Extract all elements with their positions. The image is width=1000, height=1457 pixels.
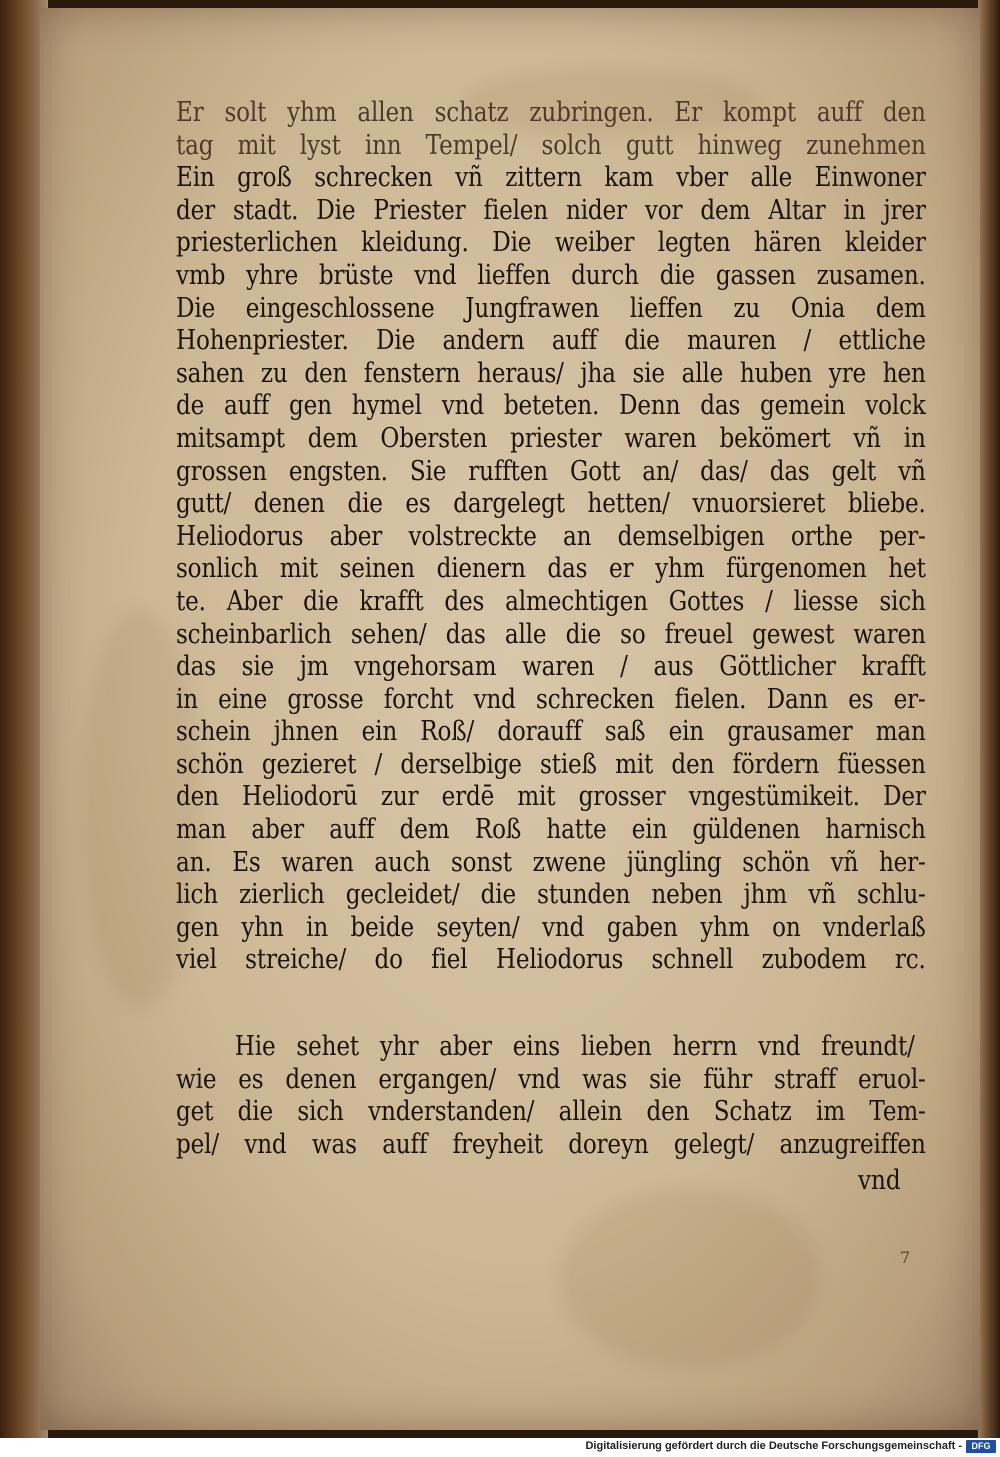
catchword: vnd [858,1164,901,1196]
text-line: Hie sehet yhr aber eins lieben herrn vnd freundt/ [234,1030,915,1062]
text-line: viel streiche/ do fiel Heliodorus schnell zubodem rc. [176,943,926,976]
footer-bar [0,1438,1000,1457]
text-line: an. Es waren auch sonst zwene jüngling schön vñ her- [176,845,926,878]
text-line: vmb yhre brüste vnd lieffen durch die gassen zusamen. [176,258,926,291]
text-line: priesterlichen kleidung. Die weiber legten hären kleider [176,226,926,259]
text-line: gen yhn in beide seyten/ vnd gaben yhm on vnderlaß [176,910,926,943]
text-line: sahen zu den fenstern heraus/ jha sie alle huben yre hen [176,356,926,389]
text-line: der stadt. Die Priester fielen nider vor dem Altar in jrer [176,193,926,226]
text-line: pel/ vnd was auff freyheit doreyn gelegt/ anzugreiffen [176,1127,926,1160]
text-line: schön gezieret / derselbige stieß mit den fördern füessen [176,747,926,780]
text-line: mitsampt dem Obersten priester waren bekömert vñ in [176,421,926,454]
text-line: Hohenpriester. Die andern auff die mauren / ettliche [176,324,926,357]
text-line: sonlich mit seinen dienern das er yhm fürgenomen het [176,552,926,585]
text-line: das sie jm vngehorsam waren / aus Göttlicher krafft [176,650,926,683]
second-text-paragraph [176,1030,926,1160]
page-mark: 7 [900,1248,911,1267]
text-line: grossen engsten. Sie rufften Gott an/ das/ das gelt vñ [176,454,926,487]
text-line: Heliodorus aber volstreckte an demselbigen orthe per- [176,519,926,552]
text-line: de auff gen hymel vnd beteten. Denn das gemein volck [176,389,926,422]
text-line: schein jhnen ein Roß/ dorauff saß ein grausamer man [176,715,926,748]
text-line: lich zierlich gecleidet/ die stunden neben jhm vñ schlu- [176,878,926,911]
text-line: den Heliodorū zur erdē mit grosser vngestümikeit. Der [176,780,926,813]
text-line: tag mit lyst inn Tempel/ solch gutt hinweg zunehmen [176,128,926,161]
text-line: wie es denen ergangen/ vnd was sie führ straff eruol- [176,1062,926,1095]
page-edge-right [978,0,1000,1438]
text-line: te. Aber die krafft des almechtigen Gottes / liesse sich [176,584,926,617]
dfg-logo[interactable]: DFG [966,1440,996,1453]
text-line: scheinbarlich sehen/ das alle die so freuel gewest waren [176,617,926,650]
text-line: get die sich vnderstanden/ allein den Schatz im Tem- [176,1095,926,1128]
funding-credit: Digitalisierung gefördert durch die Deutsche Forschungsgemeinschaft - [585,1440,962,1452]
paper-stain [560,1188,820,1368]
text-line: gutt/ denen die es dargelegt hetten/ vnuorsieret bliebe. [176,487,926,520]
text-line: in eine grosse forcht vnd schrecken fielen. Dann es er- [176,682,926,715]
text-line: Die eingeschlossene Jungfrawen lieffen zu Onia dem [176,291,926,324]
main-text-paragraph [176,96,926,976]
text-line: Er solt yhm allen schatz zubringen. Er kompt auff den [176,96,926,128]
text-line: Ein groß schrecken vñ zittern kam vber alle Einwoner [176,161,926,194]
text-line: man aber auff dem Roß hatte ein güldenen harnisch [176,813,926,846]
